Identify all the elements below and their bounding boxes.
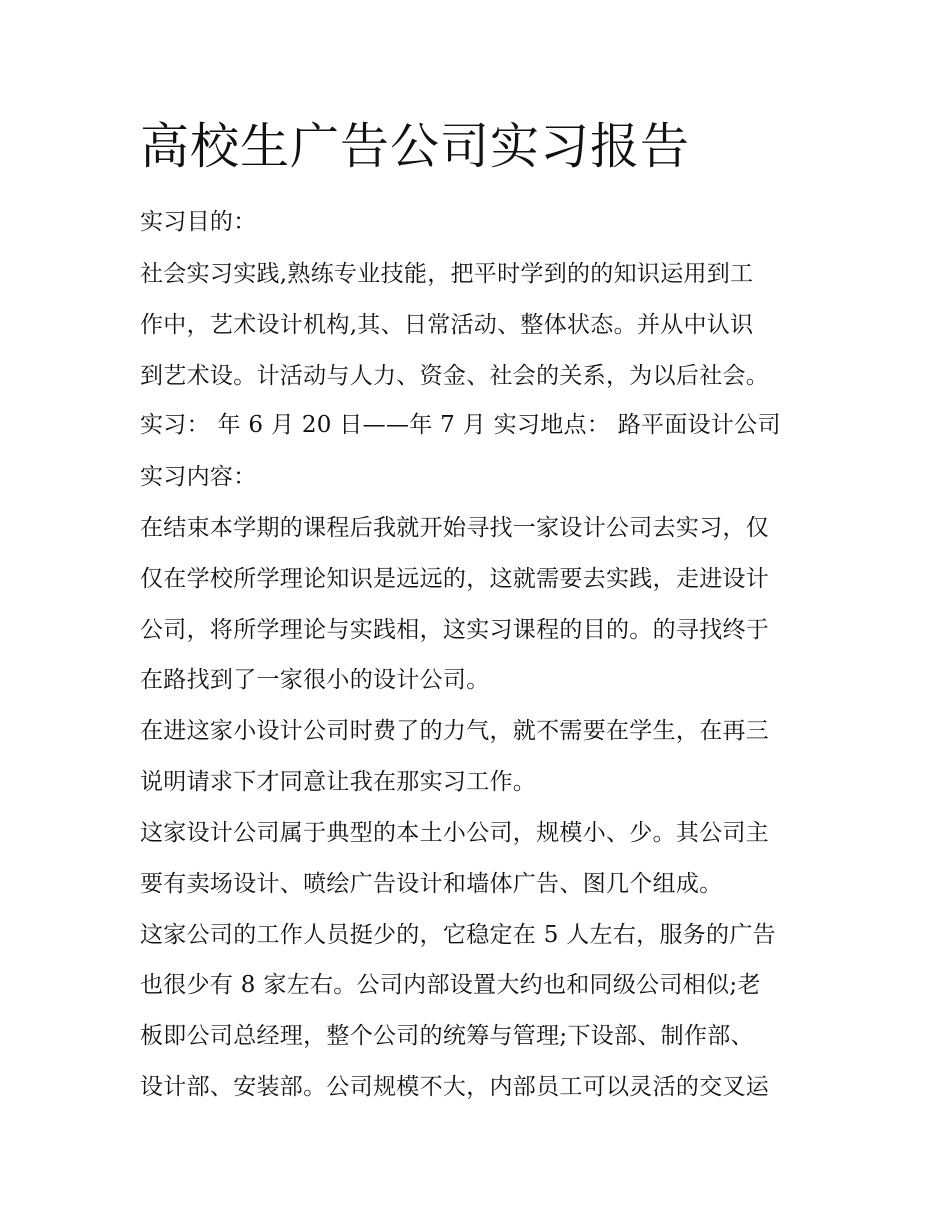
text-line: 说明请求下才同意让我在那实习工作。 [140, 769, 537, 795]
text-line: 在进这家小设计公司时费了的力气，就不需要在学生，在再三 [140, 718, 770, 744]
text-line: 要有卖场设计、喷绘广告设计和墙体广告、图几个组成。 [140, 871, 723, 897]
text-line-purpose-heading: 实习目的： [140, 209, 257, 235]
text-line-internship-info: 实习： 年 6 月 20 日——年 7 月 实习地点： 路平面设计公司 [140, 412, 781, 438]
text-line: 社会实习实践,熟练专业技能，把平时学到的的知识运用到工 [140, 261, 754, 287]
text-line: 这家公司的工作人员挺少的，它稳定在 5 人左右，服务的广告 [140, 922, 776, 948]
text-line: 公司，将所学理论与实践相，这实习课程的目的。的寻找终于 [140, 617, 770, 643]
text-line: 到艺术设。计活动与人力、资金、社会的关系，为以后社会。 [140, 363, 770, 389]
text-line: 板即公司总经理，整个公司的统筹与管理;下设部、制作部、 [140, 1023, 754, 1049]
text-line-content-heading: 实习内容： [140, 464, 257, 490]
text-line: 在路找到了一家很小的设计公司。 [140, 667, 490, 693]
text-line: 也很少有 8 家左右。公司内部设置大约也和同级公司相似;老 [140, 972, 761, 998]
text-line: 作中，艺术设计机构,其、日常活动、整体状态。并从中认识 [140, 312, 754, 338]
text-line: 设计部、安装部。公司规模不大，内部员工可以灵活的交叉运 [140, 1074, 770, 1100]
text-line: 仅在学校所学理论知识是远远的，这就需要去实践，走进设计 [140, 566, 770, 592]
text-line: 在结束本学期的课程后我就开始寻找一家设计公司去实习，仅 [140, 515, 770, 541]
document-title: 高校生广告公司实习报告 [140, 118, 691, 175]
text-line: 这家设计公司属于典型的本土小公司，规模小、少。其公司主 [140, 820, 770, 846]
